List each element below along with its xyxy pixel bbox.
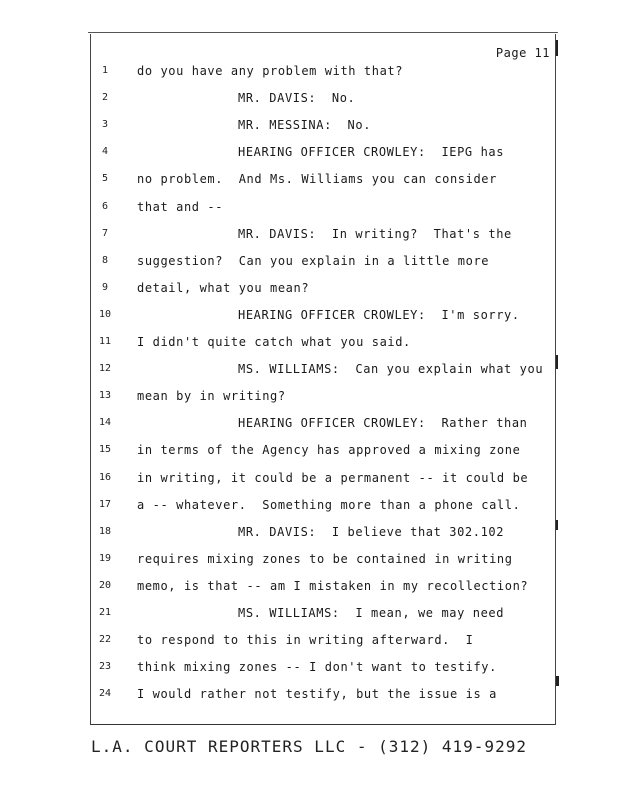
line-text: do you have any problem with that? (137, 64, 404, 78)
line-text: HEARING OFFICER CROWLEY: Rather than (238, 416, 528, 431)
line-number: 8 (101, 254, 109, 266)
transcript-line (0, 685, 618, 705)
transcript-line (0, 89, 618, 109)
line-text: MS. WILLIAMS: I mean, we may need (238, 606, 505, 620)
line-text: MR. DAVIS: No. (238, 91, 356, 106)
transcript-line (0, 116, 618, 136)
transcript-line (0, 333, 618, 353)
line-text: MR. DAVIS: In writing? That's the (238, 226, 512, 241)
transcript-line (0, 631, 618, 651)
line-text: in terms of the Agency has approved a mixing zone (137, 443, 521, 458)
line-text: suggestion? Can you explain in a little more (137, 253, 490, 268)
line-text: MR. MESSINA: No. (238, 118, 372, 133)
transcript-line (0, 441, 618, 461)
line-number: 16 (98, 471, 112, 483)
line-text: think mixing zones -- I don't want to testify. (137, 660, 497, 675)
line-number: 22 (98, 634, 112, 646)
line-number: 15 (98, 444, 112, 456)
transcript-line (0, 306, 618, 326)
line-text: in writing, it could be a permanent -- it could be (137, 470, 529, 485)
line-number: 9 (101, 281, 109, 293)
line-text: MS. WILLIAMS: Can you explain what you (238, 362, 544, 377)
line-text: a -- whatever. Something more than a phone call. (137, 497, 521, 512)
scan-mark (556, 520, 558, 530)
line-number: 18 (98, 525, 112, 537)
scan-mark (556, 676, 559, 686)
line-number: 21 (98, 607, 112, 618)
line-number: 20 (98, 579, 112, 591)
line-text: memo, is that -- am I mistaken in my recollection? (137, 578, 529, 593)
line-text: that and -- (137, 199, 224, 214)
line-text: I didn't quite catch what you said. (137, 335, 411, 349)
transcript-line (0, 577, 618, 597)
transcript-line (0, 252, 618, 272)
line-number: 6 (101, 200, 109, 212)
line-number: 1 (101, 65, 109, 76)
page-number: Page 11 (495, 46, 550, 60)
top-rule (88, 32, 558, 33)
scan-mark (556, 355, 558, 369)
transcript-line (0, 62, 618, 82)
transcript-line (0, 360, 618, 380)
line-number: 24 (98, 688, 112, 700)
line-number: 19 (98, 552, 112, 564)
line-text: requires mixing zones to be contained in writing (137, 551, 513, 566)
line-number: 17 (98, 498, 112, 510)
transcript-line (0, 170, 618, 190)
line-text: mean by in writing? (137, 389, 286, 404)
line-number: 3 (101, 119, 109, 131)
line-text: HEARING OFFICER CROWLEY: I'm sorry. (238, 307, 520, 322)
line-text: detail, what you mean? (137, 280, 310, 295)
line-number: 12 (98, 363, 112, 375)
transcript-line (0, 523, 618, 543)
line-number: 4 (101, 146, 109, 158)
line-text: to respond to this in writing afterward. I (137, 633, 474, 648)
line-number: 11 (98, 336, 112, 347)
line-number: 13 (98, 390, 112, 402)
line-number: 7 (101, 227, 109, 239)
transcript-line (0, 469, 618, 489)
transcript-line (0, 143, 618, 163)
line-number: 14 (98, 417, 112, 429)
transcript-line (0, 604, 618, 624)
transcript-line (0, 198, 618, 218)
line-text: HEARING OFFICER CROWLEY: IEPG has (238, 145, 505, 160)
footer: L.A. COURT REPORTERS LLC - (312) 419-9292 (91, 737, 527, 756)
transcript-line (0, 279, 618, 299)
transcript-line (0, 387, 618, 407)
transcript-line (0, 414, 618, 434)
line-number: 2 (101, 92, 109, 104)
line-number: 23 (98, 661, 112, 673)
line-number: 5 (101, 173, 109, 185)
line-number: 10 (98, 308, 112, 320)
transcript-line (0, 658, 618, 678)
transcript-line (0, 496, 618, 516)
line-text: MR. DAVIS: I believe that 302.102 (238, 524, 505, 539)
line-text: no problem. And Ms. Williams you can consider (137, 172, 497, 187)
scan-mark (556, 40, 558, 56)
transcript-line (0, 550, 618, 570)
transcript-line (0, 225, 618, 245)
line-text: I would rather not testify, but the issue is a (137, 687, 497, 702)
